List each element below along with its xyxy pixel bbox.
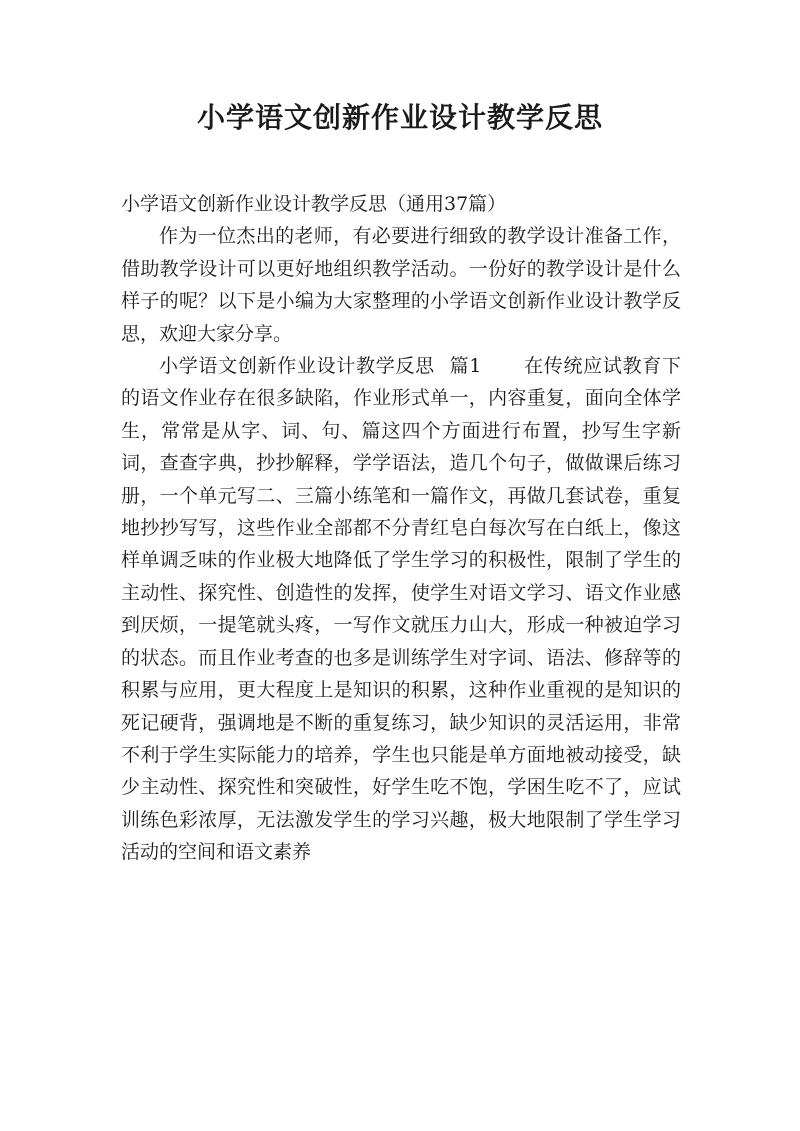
- intro-paragraph: 作为一位杰出的老师，有必要进行细致的教学设计准备工作，借助教学设计可以更好地组织教学活动。一份好的教学设计是什么样子的呢？以下是小编为大家整理的小学语文创新作业设计教学反思，欢迎大家分享。: [121, 225, 681, 345]
- document-body: [121, 188, 681, 869]
- section-1-number: 篇1: [448, 355, 482, 378]
- section-1-heading: 小学语文创新作业设计教学反思: [159, 355, 435, 378]
- document-title: 小学语文创新作业设计教学反思: [196, 101, 603, 134]
- section-1-paragraph: [121, 350, 681, 869]
- document-subtitle: 小学语文创新作业设计教学反思（通用37篇）: [121, 193, 507, 215]
- section-1-text: 在传统应试教育下的语文作业存在很多缺陷，作业形式单一，内容重复，面向全体学生，常常是从字、词、句、篇这四个方面进行布置，抄写生字新词，查查字典，抄抄解释，学学语法，造几个句子，做做课后练习册，一个单元写二、三篇小练笔和一篇作文，再做几套试卷，重复地抄抄写写，这些作业全部都不分青红皂白每次写在白纸上，像这样单调乏味的作业极大地降低了学生学习的积极性，限制了学生的主动性、探究性、创造性的发挥，使学生对语文学习、语文作业感到厌烦，一提笔就头疼，一写作文就压力山大，形成一种被迫学习的状态。而且作业考查的也多是训练学生对字词、语法、修辞等的积累与应用，更大程度上是知识的积累，这种作业重视的是知识的死记硬背，强调地是不断的重复练习，缺少知识的灵活运用，非常不利于学生实际能力的培养，学生也只能是单方面地被动接受，缺少主动性、探究性和突破性，好学生吃不饱，学困生吃不了，应试训练色彩浓厚，无法激发学生的学习兴趣，极大地限制了学生学习活动的空间和语文素养: [121, 355, 681, 864]
